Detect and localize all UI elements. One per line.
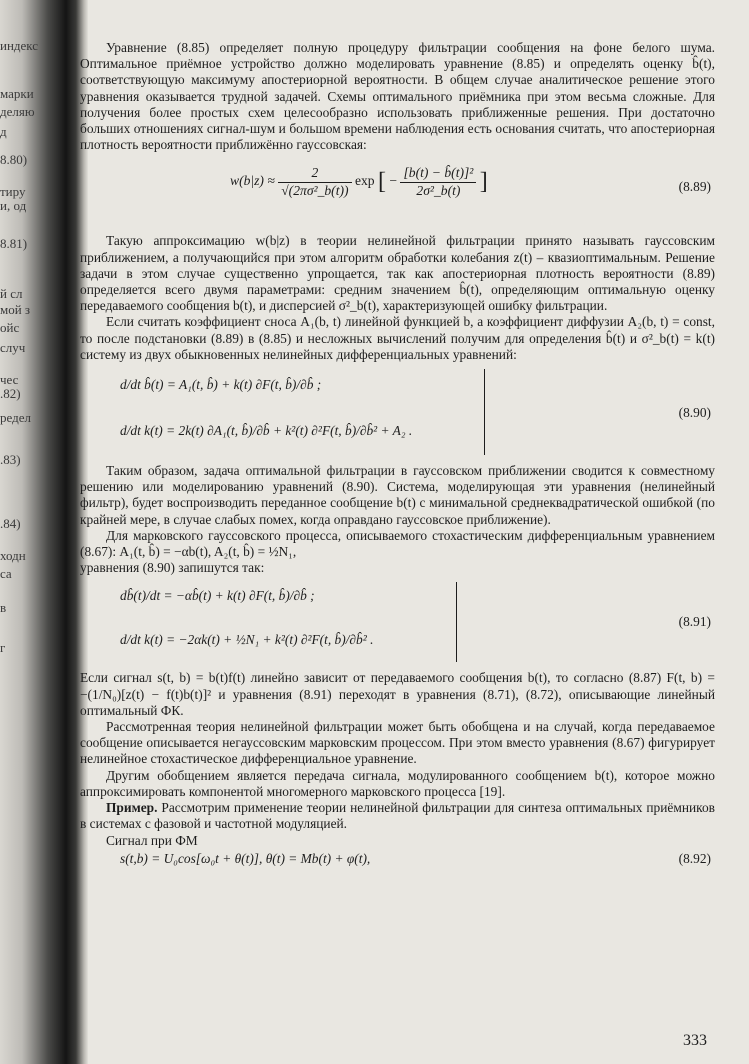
eq-8-90-number: (8.90) [678,405,711,421]
page-number: 333 [683,1032,707,1049]
edge-fragment: й сл [0,286,23,301]
edge-fragment: .83) [0,452,21,467]
paragraph-7: Если сигнал s(t, b) = b(t)f(t) линейно зависит от передаваемого сообщения b(t), то согласно (8.87) F(t, b) = −(1/N₀)[z(t) − f(t)b(t)]² и уравнения (8.91) переходят в уравнения (8.71), (8.72), описывающие линейный оптимальный ФК. [80,670,715,718]
eq-8-91-line-2: d/dt k(t) = −2αk(t) + ½N₁ + k²(t) ∂²F(t, b̂)/∂b̂² . [120,632,374,648]
paragraph-1: Уравнение (8.85) определяет полную процедуру фильтрации сообщения на фоне белого шума. Оптимальное приёмное устройство должно моделировать уравнение (8.85) и определять оценку b̂(t), соответствующую максимуму апостериорной вероятности. В общем случае аналитическое решение этого уравнения оказывается трудной задачей. Схемы оптимального приёмника при этом весьма сложные. Для получения более простых схем целесообразно использовать приближенные решения. При достаточно больших отношениях сигнал-шум и большом времени наблюдения есть основания считать, что апостериорная плотность вероятности приближённо гауссовская: [80,40,715,153]
edge-fragment: ойс [0,320,20,335]
edge-fragment: в [0,600,7,615]
paragraph-2: Такую аппроксимацию w(b|z) в теории нелинейной фильтрации принято называть гауссовским приближением, а получающийся при этом алгоритм обработки колебания z(t) – квазиоптимальным. Решение задачи в этом случае существенно упрощается, так как апостериорная плотность вероятности (8.89) определяется всего двумя параметрами: средним значением b̂(t), определяющим оптимальную оценку передаваемого сообщения b(t), и дисперсией σ²_b(t), характеризующей ошибку фильтрации. [80,233,715,314]
paragraph-3: Если считать коэффициент сноса A₁(b, t) линейной функцией b, а коэффициент диффузии A₂(b, t) = const, то после подстановки (8.89) в (8.85) и несложных вычислений получим для определения b̂(t) и σ²_b(t) = k(t) систему из двух обыкновенных нелинейных дифференциальных уравнений: [80,314,715,362]
system-brace [484,369,485,455]
edge-fragment: д [0,124,7,139]
equation-8-92 [80,851,715,871]
eq-8-89-lhs: w(b|z) ≈ [230,173,275,189]
page-content [80,40,715,875]
edge-fragment: индекс [0,38,39,53]
edge-fragment: тиру [0,184,26,199]
equation-8-89: w(b|z) ≈ $\frac{2}{\text{√(2πσ²\_b(t))}}$ exp [ − $\frac{\text{[b(t) − b̂(t)]²}}{\text{2σ²\_b(t)}}$ ] (8.89) [230,165,711,198]
edge-fragment: деляю [0,104,35,119]
edge-fragment: са [0,566,12,581]
edge-fragment: чес [0,372,19,387]
paragraph-8: Рассмотренная теория нелинейной фильтрации может быть обобщена и на случай, когда передаваемое сообщение описывается негауссовским марковским процессом. При этом вместо уравнения (8.67) фигурирует нелинейное стохастическое дифференциальное уравнение. [80,719,715,767]
equation-8-90 [80,367,715,459]
edge-fragment: и, од [0,198,27,213]
eq-8-91-number: (8.91) [678,614,711,630]
edge-fragment: случ [0,340,26,355]
system-brace [456,582,457,662]
edge-fragment: .84) [0,516,21,531]
edge-fragment: 8.81) [0,236,28,251]
example-label: Пример. [106,800,158,816]
paragraph-5: Для марковского гауссовского процесса, описываемого стохастическим дифференциальным уравнением (8.67): A₁(t, b̂) = −αb(t), A₂(t, b̂) = ½N₁, [80,527,715,560]
paragraph-10 [80,800,715,832]
edge-fragment: редел [0,410,31,425]
edge-fragment: мой з [0,302,31,317]
eq-8-89-fraction: $\frac{2}{\text{√(2πσ²\_b(t))}}$ [278,165,351,198]
eq-8-90-line-1: d/dt b̂(t) = A₁(t, b̂) + k(t) ∂F(t, b̂)/∂b̂ ; [120,377,322,393]
eq-8-92-text: s(t,b) = U₀cos[ω₀t + θ(t)], θ(t) = Mb(t) + φ(t), [120,850,371,866]
edge-fragment: марки [0,86,34,101]
eq-8-91-line-1: db̂(t)/dt = −αb̂(t) + k(t) ∂F(t, b̂)/∂b̂ ; [120,588,315,604]
example-text: Рассмотрим применение теории нелинейной фильтрации для синтеза оптимальных приёмников в системах с фазовой и частотной модуляцией. [80,800,715,832]
eq-8-89-exponent: $\frac{\text{[b(t) − b̂(t)]²}}{\text{2σ²\_b(t)}}$ [400,165,476,198]
paragraph-6: уравнения (8.90) запишутся так: [80,560,265,576]
paragraph-9: Другим обобщением является передача сигнала, модулированного сообщением b(t), которое можно аппроксимировать компонентой многомерного марковского процесса [19]. [80,767,715,799]
paragraph-4: Таким образом, задача оптимальной фильтрации в гауссовском приближении сводится к совместному решению или моделированию уравнений (8.90). Система, моделирующая эти уравнения (нелинейный фильтр), будет воспроизводить переданное сообщение b(t) с минимальной среднеквадратической ошибкой (по крайней мере, в случае слабых помех, когда оправдано гауссовское приближение). [80,463,715,527]
edge-fragment: .82) [0,386,21,401]
edge-fragment: г [0,640,6,655]
equation-8-91 [80,580,715,666]
paragraph-11: Сигнал при ФМ [106,832,198,848]
edge-fragment: 8.80) [0,152,28,167]
edge-fragment: ходн [0,548,26,563]
eq-8-90-line-2: d/dt k(t) = 2k(t) ∂A₁(t, b̂)/∂b̂ + k²(t) ∂²F(t, b̂)/∂b̂² + A₂ . [120,423,413,439]
eq-8-89-number: (8.89) [678,179,711,195]
eq-8-92-number: (8.92) [678,850,711,866]
